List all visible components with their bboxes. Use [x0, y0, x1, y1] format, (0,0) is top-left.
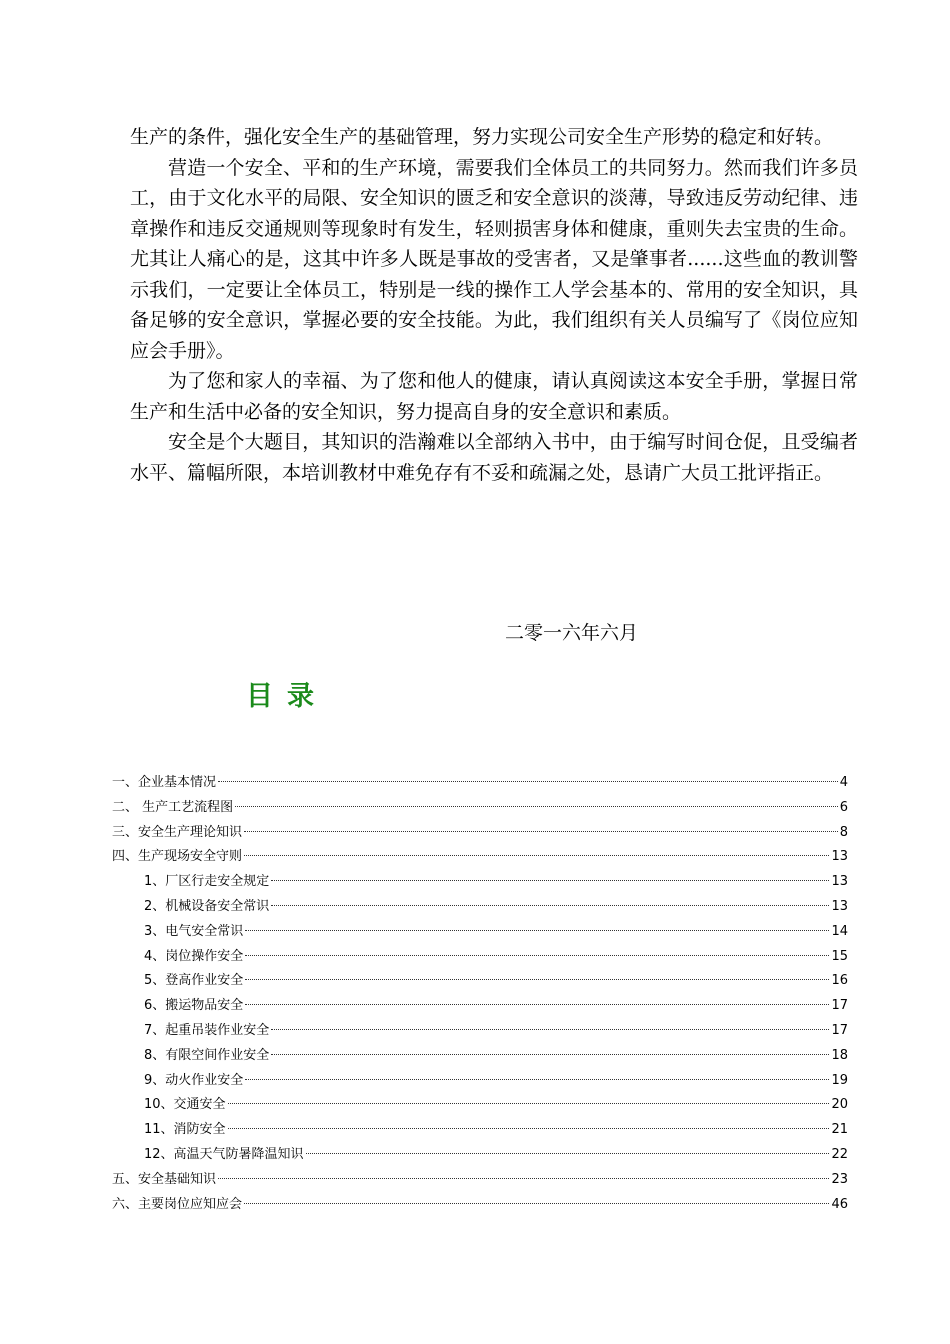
toc-leader-dots	[228, 1128, 830, 1129]
toc-entry-label: 3、电气安全常识	[144, 923, 244, 939]
toc-leader-dots	[271, 1054, 829, 1055]
toc-subentry[interactable]	[112, 994, 848, 1019]
toc-entry-label: 7、起重吊装作业安全	[144, 1022, 270, 1038]
toc-entry-page: 19	[831, 1072, 848, 1088]
toc-leader-dots	[218, 1178, 829, 1179]
toc-leader-dots	[245, 979, 829, 980]
toc-entry-label: 1、厂区行走安全规定	[144, 874, 270, 890]
toc-entry[interactable]	[112, 845, 848, 870]
toc-leader-dots	[306, 1153, 830, 1154]
toc-entry-page: 22	[831, 1146, 848, 1162]
toc-leader-dots	[271, 1029, 829, 1030]
toc-leader-dots	[244, 831, 838, 832]
toc-entry-label: 5、登高作业安全	[144, 973, 244, 989]
toc-entry[interactable]	[112, 771, 848, 796]
toc-entry-page: 21	[831, 1122, 848, 1138]
toc-entry-label: 四、生产现场安全守则	[112, 849, 243, 865]
toc-subentry[interactable]	[112, 895, 848, 920]
toc-leader-dots	[228, 1103, 830, 1104]
toc-leader-dots	[235, 806, 838, 807]
toc-entry[interactable]	[112, 1193, 848, 1218]
toc-subentry[interactable]	[112, 870, 848, 895]
toc-entry-label: 10、交通安全	[144, 1097, 226, 1113]
body-text	[130, 122, 858, 488]
toc-entry-page: 4	[839, 775, 848, 790]
toc-entry-label: 4、岗位操作安全	[144, 948, 244, 964]
paragraph-3: 为了您和家人的幸福、为了您和他人的健康，请认真阅读这本安全手册，掌握日常生产和生活中必备的安全知识，努力提高自身的安全意识和素质。	[130, 370, 858, 423]
toc-entry-page: 17	[831, 1022, 848, 1038]
toc-entry-label: 11、消防安全	[144, 1122, 226, 1138]
toc-entry-label: 2、机械设备安全常识	[144, 898, 270, 914]
toc-entry-label: 六、主要岗位应知应会	[112, 1196, 243, 1212]
toc-leader-dots	[245, 930, 829, 931]
toc-leader-dots	[271, 880, 829, 881]
toc-subentry[interactable]	[112, 1044, 848, 1069]
toc-leader-dots	[245, 1079, 829, 1080]
toc-subentry[interactable]	[112, 969, 848, 994]
toc-leader-dots	[218, 781, 838, 782]
toc-leader-dots	[245, 1004, 829, 1005]
date-line: 二零一六年六月	[505, 622, 639, 644]
toc-subentry[interactable]	[112, 1118, 848, 1143]
toc-subentry[interactable]	[112, 1069, 848, 1094]
toc-entry-label: 二、 生产工艺流程图	[112, 799, 234, 815]
toc-entry-label: 三、安全生产理论知识	[112, 824, 243, 840]
toc-entry-label: 9、动火作业安全	[144, 1072, 244, 1088]
table-of-contents	[112, 771, 848, 1217]
toc-entry-page: 13	[831, 849, 848, 865]
toc-leader-dots	[245, 955, 829, 956]
toc-entry-page: 8	[839, 824, 848, 840]
toc-entry-page: 23	[831, 1171, 848, 1187]
toc-entry-page: 6	[839, 799, 848, 815]
toc-title: 目录	[246, 681, 328, 712]
toc-entry-page: 16	[831, 973, 848, 989]
paragraph-4: 安全是个大题目，其知识的浩瀚难以全部纳入书中，由于编写时间仓促，且受编者水平、篇幅所限，本培训教材中难免存有不妥和疏漏之处，恳请广大员工批评指正。	[130, 431, 858, 484]
toc-subentry[interactable]	[112, 1093, 848, 1118]
toc-entry-page: 46	[831, 1196, 848, 1212]
toc-entry[interactable]	[112, 1168, 848, 1193]
toc-entry-page: 14	[831, 923, 848, 939]
toc-entry-label: 12、高温天气防暑降温知识	[144, 1146, 304, 1162]
toc-entry-page: 13	[831, 874, 848, 890]
toc-entry-page: 18	[831, 1047, 848, 1063]
toc-entry-page: 17	[831, 998, 848, 1014]
toc-entry-label: 一、企业基本情况	[112, 775, 217, 790]
paragraph-2: 营造一个安全、平和的生产环境，需要我们全体员工的共同努力。然而我们许多员工，由于文化水平的局限、安全知识的匮乏和安全意识的淡薄，导致违反劳动纪律、违章操作和违反交通规则等现象时有发生，轻则损害身体和健康，重则失去宝贵的生命。尤其让人痛心的是，这其中许多人既是事故的受害者，又是肇事者......这些血的教训警示我们，一定要让全体员工，特别是一线的操作工人学会基本的、常用的安全知识，具备足够的安全意识，掌握必要的安全技能。为此，我们组织有关人员编写了《岗位应知应会手册》。	[130, 156, 858, 362]
toc-entry-page: 20	[831, 1097, 848, 1113]
toc-subentry[interactable]	[112, 945, 848, 970]
toc-subentry[interactable]	[112, 920, 848, 945]
toc-entry-label: 6、搬运物品安全	[144, 998, 244, 1014]
toc-leader-dots	[244, 1203, 829, 1204]
paragraph-1: 生产的条件，强化安全生产的基础管理，努力实现公司安全生产形势的稳定和好转。	[130, 126, 834, 148]
toc-leader-dots	[271, 905, 829, 906]
toc-subentry[interactable]	[112, 1143, 848, 1168]
toc-subentry[interactable]	[112, 1019, 848, 1044]
toc-entry[interactable]	[112, 796, 848, 821]
toc-entry-page: 13	[831, 898, 848, 914]
toc-leader-dots	[244, 855, 829, 856]
toc-entry[interactable]	[112, 821, 848, 846]
toc-entry-label: 8、有限空间作业安全	[144, 1047, 270, 1063]
toc-entry-label: 五、安全基础知识	[112, 1171, 217, 1187]
toc-entry-page: 15	[831, 948, 848, 964]
